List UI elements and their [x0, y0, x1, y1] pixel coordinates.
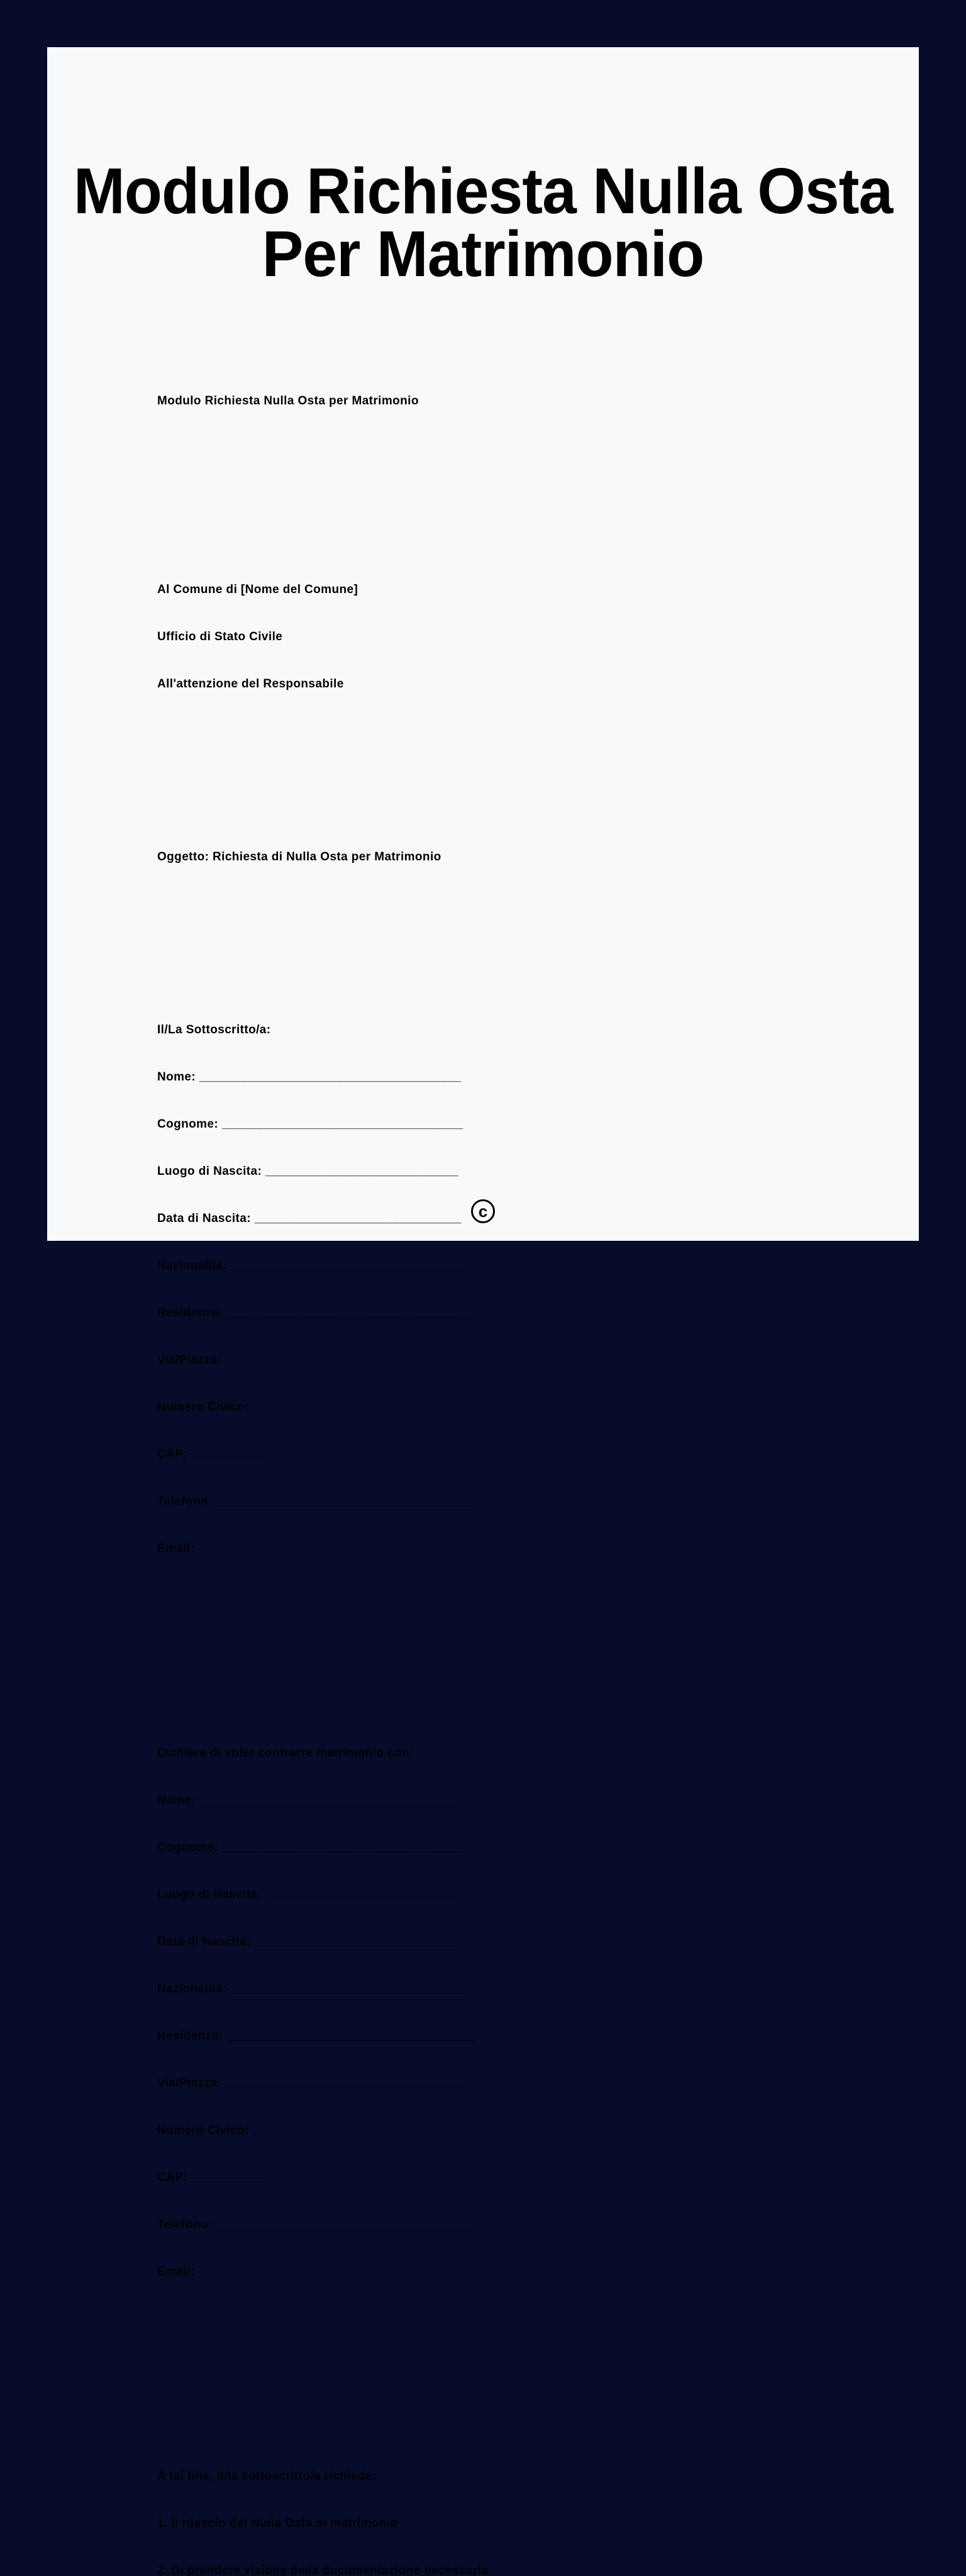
applicant-field-cognome — [157, 1116, 849, 1132]
field-label: CAP: — [157, 1448, 191, 1461]
applicant-field-email — [157, 1541, 849, 1557]
field-label: Residenza: — [157, 1306, 226, 1319]
recipient-office: Ufficio di Stato Civile — [157, 630, 283, 643]
spouse-field-data-nascita — [157, 1934, 849, 1950]
form-subtitle: Modulo Richiesta Nulla Osta per Matrimonio — [157, 394, 419, 408]
telefono-blank-field[interactable]: _____________________________________ — [216, 1495, 472, 1508]
recipient-comune: Al Comune di [Nome del Comune] — [157, 583, 358, 596]
spouse-field-residenza — [157, 2028, 849, 2044]
field-label: Telefono: — [157, 2218, 216, 2231]
applicant-field-luogo-nascita — [157, 1163, 849, 1179]
spouse-field-cognome — [157, 1840, 849, 1855]
request-section — [157, 2437, 849, 2576]
cap-blank-field[interactable]: ___________ — [191, 2171, 267, 2184]
cognome-blank-field[interactable]: ___________________________________ — [221, 1118, 464, 1131]
field-label: Luogo di Nascita: — [157, 1165, 265, 1178]
spacer — [157, 896, 849, 943]
field-label: CAP: — [157, 2171, 191, 2184]
applicant-section — [157, 991, 849, 1588]
title-line-2: Per Matrimonio — [262, 218, 704, 290]
document-page — [47, 47, 919, 2576]
spouse-field-via-piazza — [157, 2075, 849, 2091]
field-label: Email: — [157, 2265, 199, 2279]
data-nascita-blank-field[interactable]: ______________________________ — [254, 1935, 462, 1948]
recipient-attention: All'attenzione del Responsabile — [157, 677, 344, 691]
title-line-1: Modulo Richiesta Nulla Osta — [73, 155, 893, 227]
spouse-field-telefono — [157, 2217, 849, 2233]
nome-blank-field[interactable]: ______________________________________ — [199, 1070, 462, 1084]
request-item-1: 1. Il rilascio del Nulla Osta al matrimonio — [157, 2517, 398, 2530]
field-label: Cognome: — [157, 1118, 222, 1131]
spouse-field-nome — [157, 1792, 849, 1808]
spouse-heading: Dichiara di voler contrarre matrimonio con: — [157, 1746, 414, 1760]
nazionalita-blank-field[interactable]: __________________________________ — [231, 1982, 465, 1996]
field-label: Via/Piazza: — [157, 1353, 225, 1367]
data-nascita-blank-field[interactable]: ______________________________ — [254, 1212, 462, 1225]
request-item-2: 2. Di prendere visione della documentazione necessaria — [157, 2564, 489, 2576]
luogo-nascita-blank-field[interactable]: ____________________________ — [265, 1888, 458, 1901]
field-label: Nazionalità: — [157, 1259, 231, 1272]
field-label: Residenza: — [157, 2029, 226, 2043]
field-label: Nome: — [157, 1794, 199, 1807]
document-title — [67, 155, 899, 290]
copyright-glyph: c — [478, 1201, 488, 1221]
spouse-field-numero-civico — [157, 2123, 849, 2138]
spacer — [157, 1619, 849, 1667]
via-piazza-blank-field[interactable]: ___________________________________ — [225, 1353, 467, 1367]
request-heading: A tal fine, il/la sottoscritto/a richiede: — [157, 2470, 377, 2483]
field-label: Via/Piazza: — [157, 2077, 225, 2090]
applicant-field-via-piazza — [157, 1352, 849, 1368]
spouse-field-email — [157, 2264, 849, 2280]
field-label: Numero Civico: — [157, 2124, 253, 2137]
cognome-blank-field[interactable]: ___________________________________ — [221, 1841, 464, 1854]
field-label: Telefono: — [157, 1495, 216, 1508]
numero-civico-blank-field[interactable]: ________________________________ — [252, 2124, 474, 2137]
applicant-field-cap — [157, 1446, 849, 1462]
document-body — [157, 346, 849, 2576]
subject-line: Oggetto: Richiesta di Nulla Osta per Matrimonio — [157, 850, 441, 863]
applicant-field-data-nascita — [157, 1211, 849, 1226]
field-label: Data di Nascita: — [157, 1212, 255, 1225]
field-label: Nome: — [157, 1070, 199, 1084]
field-label: Email: — [157, 1542, 199, 1555]
nazionalita-blank-field[interactable]: __________________________________ — [231, 1259, 465, 1272]
field-label: Numero Civico: — [157, 1401, 253, 1414]
cap-blank-field[interactable]: ___________ — [191, 1448, 267, 1461]
residenza-blank-field[interactable]: ____________________________________ — [226, 1306, 475, 1319]
applicant-field-numero-civico — [157, 1399, 849, 1415]
spouse-section — [157, 1714, 849, 2311]
applicant-heading: Il/La Sottoscritto/a: — [157, 1023, 271, 1036]
field-label: Luogo di Nascita: — [157, 1888, 265, 1901]
via-piazza-blank-field[interactable]: ___________________________________ — [225, 2077, 467, 2090]
spouse-field-luogo-nascita — [157, 1887, 849, 1902]
applicant-field-residenza — [157, 1305, 849, 1321]
email-blank-field[interactable]: ________________________________________ — [198, 1542, 474, 1555]
copyright-icon — [471, 1199, 495, 1223]
email-blank-field[interactable]: ________________________________________ — [198, 2265, 474, 2279]
field-label: Cognome: — [157, 1841, 222, 1854]
applicant-field-telefono — [157, 1494, 849, 1509]
field-label: Data di Nascita: — [157, 1935, 255, 1948]
luogo-nascita-blank-field[interactable]: ____________________________ — [265, 1165, 458, 1178]
telefono-blank-field[interactable]: _____________________________________ — [216, 2218, 472, 2231]
residenza-blank-field[interactable]: ____________________________________ — [226, 2029, 475, 2043]
nome-blank-field[interactable]: ______________________________________ — [199, 1794, 462, 1807]
spacer — [157, 440, 849, 503]
recipient-block — [157, 550, 849, 723]
spouse-field-cap — [157, 2170, 849, 2185]
numero-civico-blank-field[interactable]: ________________________________ — [252, 1401, 474, 1414]
spouse-field-nazionalita — [157, 1981, 849, 1997]
applicant-field-nazionalita — [157, 1258, 849, 1274]
spacer — [157, 755, 849, 802]
spacer — [157, 2343, 849, 2390]
applicant-field-nome — [157, 1069, 849, 1085]
field-label: Nazionalità: — [157, 1982, 231, 1996]
